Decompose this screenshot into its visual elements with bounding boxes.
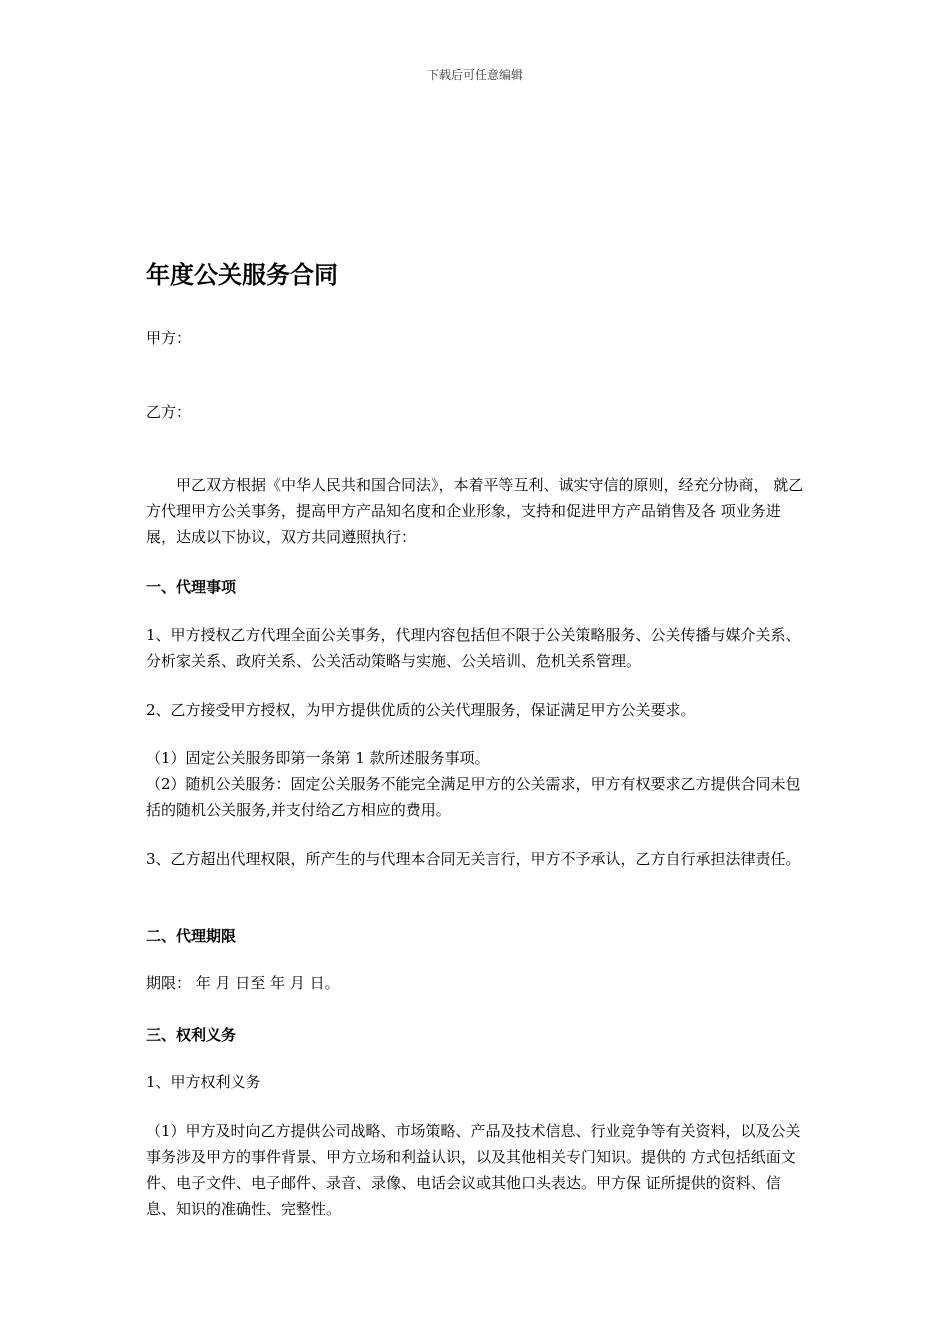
document-title: 年度公关服务合同 bbox=[146, 261, 338, 289]
clause-1-2: 2、乙方接受甲方授权，为甲方提供优质的公关代理服务，保证满足甲方公关要求。 bbox=[146, 701, 696, 719]
clause-3-1: 1、甲方权利义务 bbox=[146, 1073, 261, 1091]
page-header-note: 下载后可任意编辑 bbox=[426, 68, 523, 82]
clause-1-1: 1、甲方授权乙方代理全面公关事务，代理内容包括但不限于公关策略服务、公关传播与媒介关系、分析家关系、政府关系、公关活动策略与实施、公关培训、危机关系管理。 bbox=[146, 626, 801, 670]
clause-1-3: 3、乙方超出代理权限，所产生的与代理本合同无关言行，甲方不予承认，乙方自行承担法律责任。 bbox=[146, 850, 801, 868]
party-a-line: 甲方： bbox=[146, 329, 192, 347]
clause-1-2-sub-1: （1）固定公关服务即第一条第 1 款所述服务事项。 bbox=[146, 749, 490, 767]
section-heading-agency-term: 二、代理期限 bbox=[146, 927, 237, 945]
party-b-line: 乙方： bbox=[146, 403, 192, 421]
term-text: 期限： 年 月 日至 年 月 日。 bbox=[146, 974, 340, 992]
clause-3-1-sub-1: （1）甲方及时向乙方提供公司战略、市场策略、产品及技术信息、行业竞争等有关资料，以及公关事务涉及甲方的事件背景、甲方立场和利益认识，以及其他相关专门知识。提供的 方式包括纸面文件、电子文件、电子邮件、录音、录像、电话会议或其他口头表达。甲方保 证所提供的资料、信息、知识的准确性、完整性。 bbox=[146, 1122, 801, 1218]
section-heading-agency-matters: 一、代理事项 bbox=[146, 578, 237, 596]
clause-1-2-sub-2: （2）随机公关服务：固定公关服务不能完全满足甲方的公关需求，甲方有权要求乙方提供合同未包括的随机公关服务,并支付给乙方相应的费用。 bbox=[146, 775, 801, 819]
preamble-paragraph: 甲乙双方根据《中华人民共和国合同法》，本着平等互利、诚实守信的原则，经充分协商， 就乙方代理甲方公关事务，提高甲方产品知名度和企业形象，支持和促进甲方产品销售及各 项业务进展，达成以下协议，双方共同遵照执行： bbox=[146, 476, 804, 546]
section-heading-rights-obligations: 三、权利义务 bbox=[146, 1026, 237, 1044]
